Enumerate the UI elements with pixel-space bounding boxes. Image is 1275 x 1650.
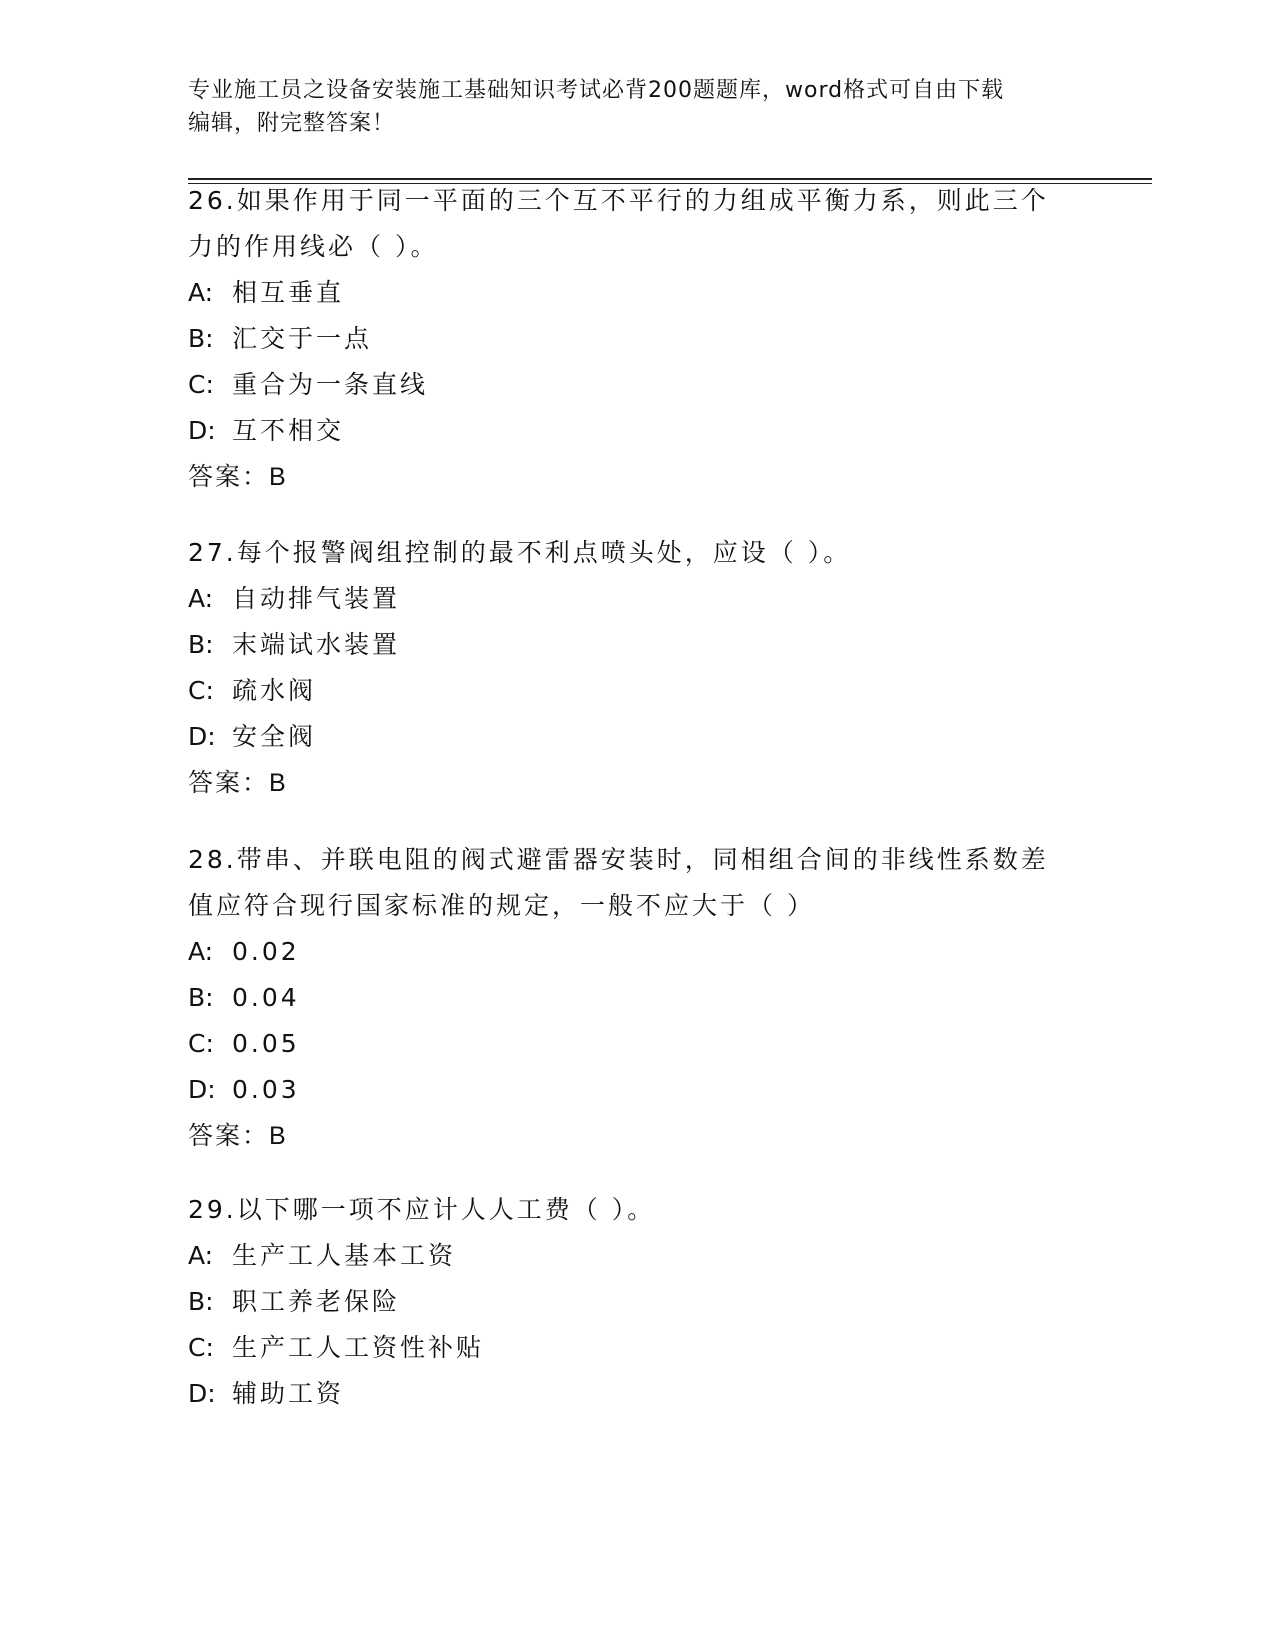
option-letter: B: (188, 324, 214, 353)
option-c (188, 362, 1088, 408)
option-text: 重合为一条直线 (232, 370, 429, 399)
option-letter: C: (188, 1029, 214, 1058)
answer-label: 答案： (188, 1122, 270, 1150)
option-a (188, 576, 1088, 622)
answer-value: B (269, 1122, 288, 1150)
option-letter: A: (188, 278, 214, 307)
option-c (188, 1021, 1088, 1067)
option-a (188, 929, 1088, 975)
option-text: 自动排气装置 (232, 584, 401, 613)
question-26 (188, 178, 1088, 500)
option-letter: C: (188, 1333, 214, 1362)
option-text: 生产工人基本工资 (232, 1241, 457, 1270)
option-d (188, 408, 1088, 454)
answer-value: B (269, 463, 288, 491)
option-letter: D: (188, 1379, 216, 1408)
option-letter: C: (188, 676, 214, 705)
option-letter: B: (188, 1287, 214, 1316)
option-text: 辅助工资 (232, 1379, 345, 1408)
option-letter: B: (188, 630, 214, 659)
question-stem-line: 27.每个报警阀组控制的最不利点喷头处，应设（ ）。 (188, 538, 852, 567)
option-letter: D: (188, 722, 216, 751)
option-b (188, 622, 1088, 668)
option-letter: A: (188, 584, 214, 613)
answer-line (188, 454, 1088, 500)
option-text: 职工养老保险 (232, 1287, 401, 1316)
header-line-1: 专业施工员之设备安装施工基础知识考试必背200题题库，word格式可自由下载 (188, 78, 1005, 103)
question-stem-line: 28.带串、并联电阻的阀式避雷器安装时，同相组合间的非线性系数差 (188, 845, 1049, 874)
option-c (188, 668, 1088, 714)
question-stem-line: 29.以下哪一项不应计人人工费（ ）。 (188, 1195, 656, 1224)
option-text: 疏水阀 (232, 676, 317, 705)
question-stem-line: 力的作用线必（ ）。 (188, 232, 439, 261)
answer-line (188, 1113, 1088, 1159)
answer-value: B (269, 769, 288, 797)
option-text: 0.04 (232, 983, 300, 1012)
option-letter: C: (188, 370, 214, 399)
option-d (188, 1371, 1088, 1417)
document-header (188, 74, 1078, 140)
option-letter: D: (188, 1075, 216, 1104)
option-text: 末端试水装置 (232, 630, 401, 659)
question-28 (188, 837, 1088, 1159)
header-line-2: 编辑，附完整答案！ (188, 111, 396, 136)
option-b (188, 1279, 1088, 1325)
option-b (188, 316, 1088, 362)
option-d (188, 714, 1088, 760)
question-27 (188, 530, 1088, 806)
option-text: 相互垂直 (232, 278, 345, 307)
option-text: 生产工人工资性补贴 (232, 1333, 485, 1362)
option-text: 安全阀 (232, 722, 317, 751)
option-d (188, 1067, 1088, 1113)
option-letter: B: (188, 983, 214, 1012)
answer-label: 答案： (188, 769, 270, 797)
option-text: 汇交于一点 (232, 324, 373, 353)
question-29 (188, 1187, 1088, 1417)
option-text: 互不相交 (232, 416, 345, 445)
option-text: 0.03 (232, 1075, 300, 1104)
option-letter: A: (188, 937, 214, 966)
answer-line (188, 760, 1088, 806)
option-a (188, 270, 1088, 316)
question-stem-line: 值应符合现行国家标准的规定，一般不应大于（ ） (188, 891, 815, 920)
option-b (188, 975, 1088, 1021)
option-letter: D: (188, 416, 216, 445)
option-a (188, 1233, 1088, 1279)
option-text: 0.05 (232, 1029, 300, 1058)
option-text: 0.02 (232, 937, 300, 966)
question-stem-line: 26.如果作用于同一平面的三个互不平行的力组成平衡力系，则此三个 (188, 186, 1049, 215)
answer-label: 答案： (188, 463, 270, 491)
option-letter: A: (188, 1241, 214, 1270)
option-c (188, 1325, 1088, 1371)
